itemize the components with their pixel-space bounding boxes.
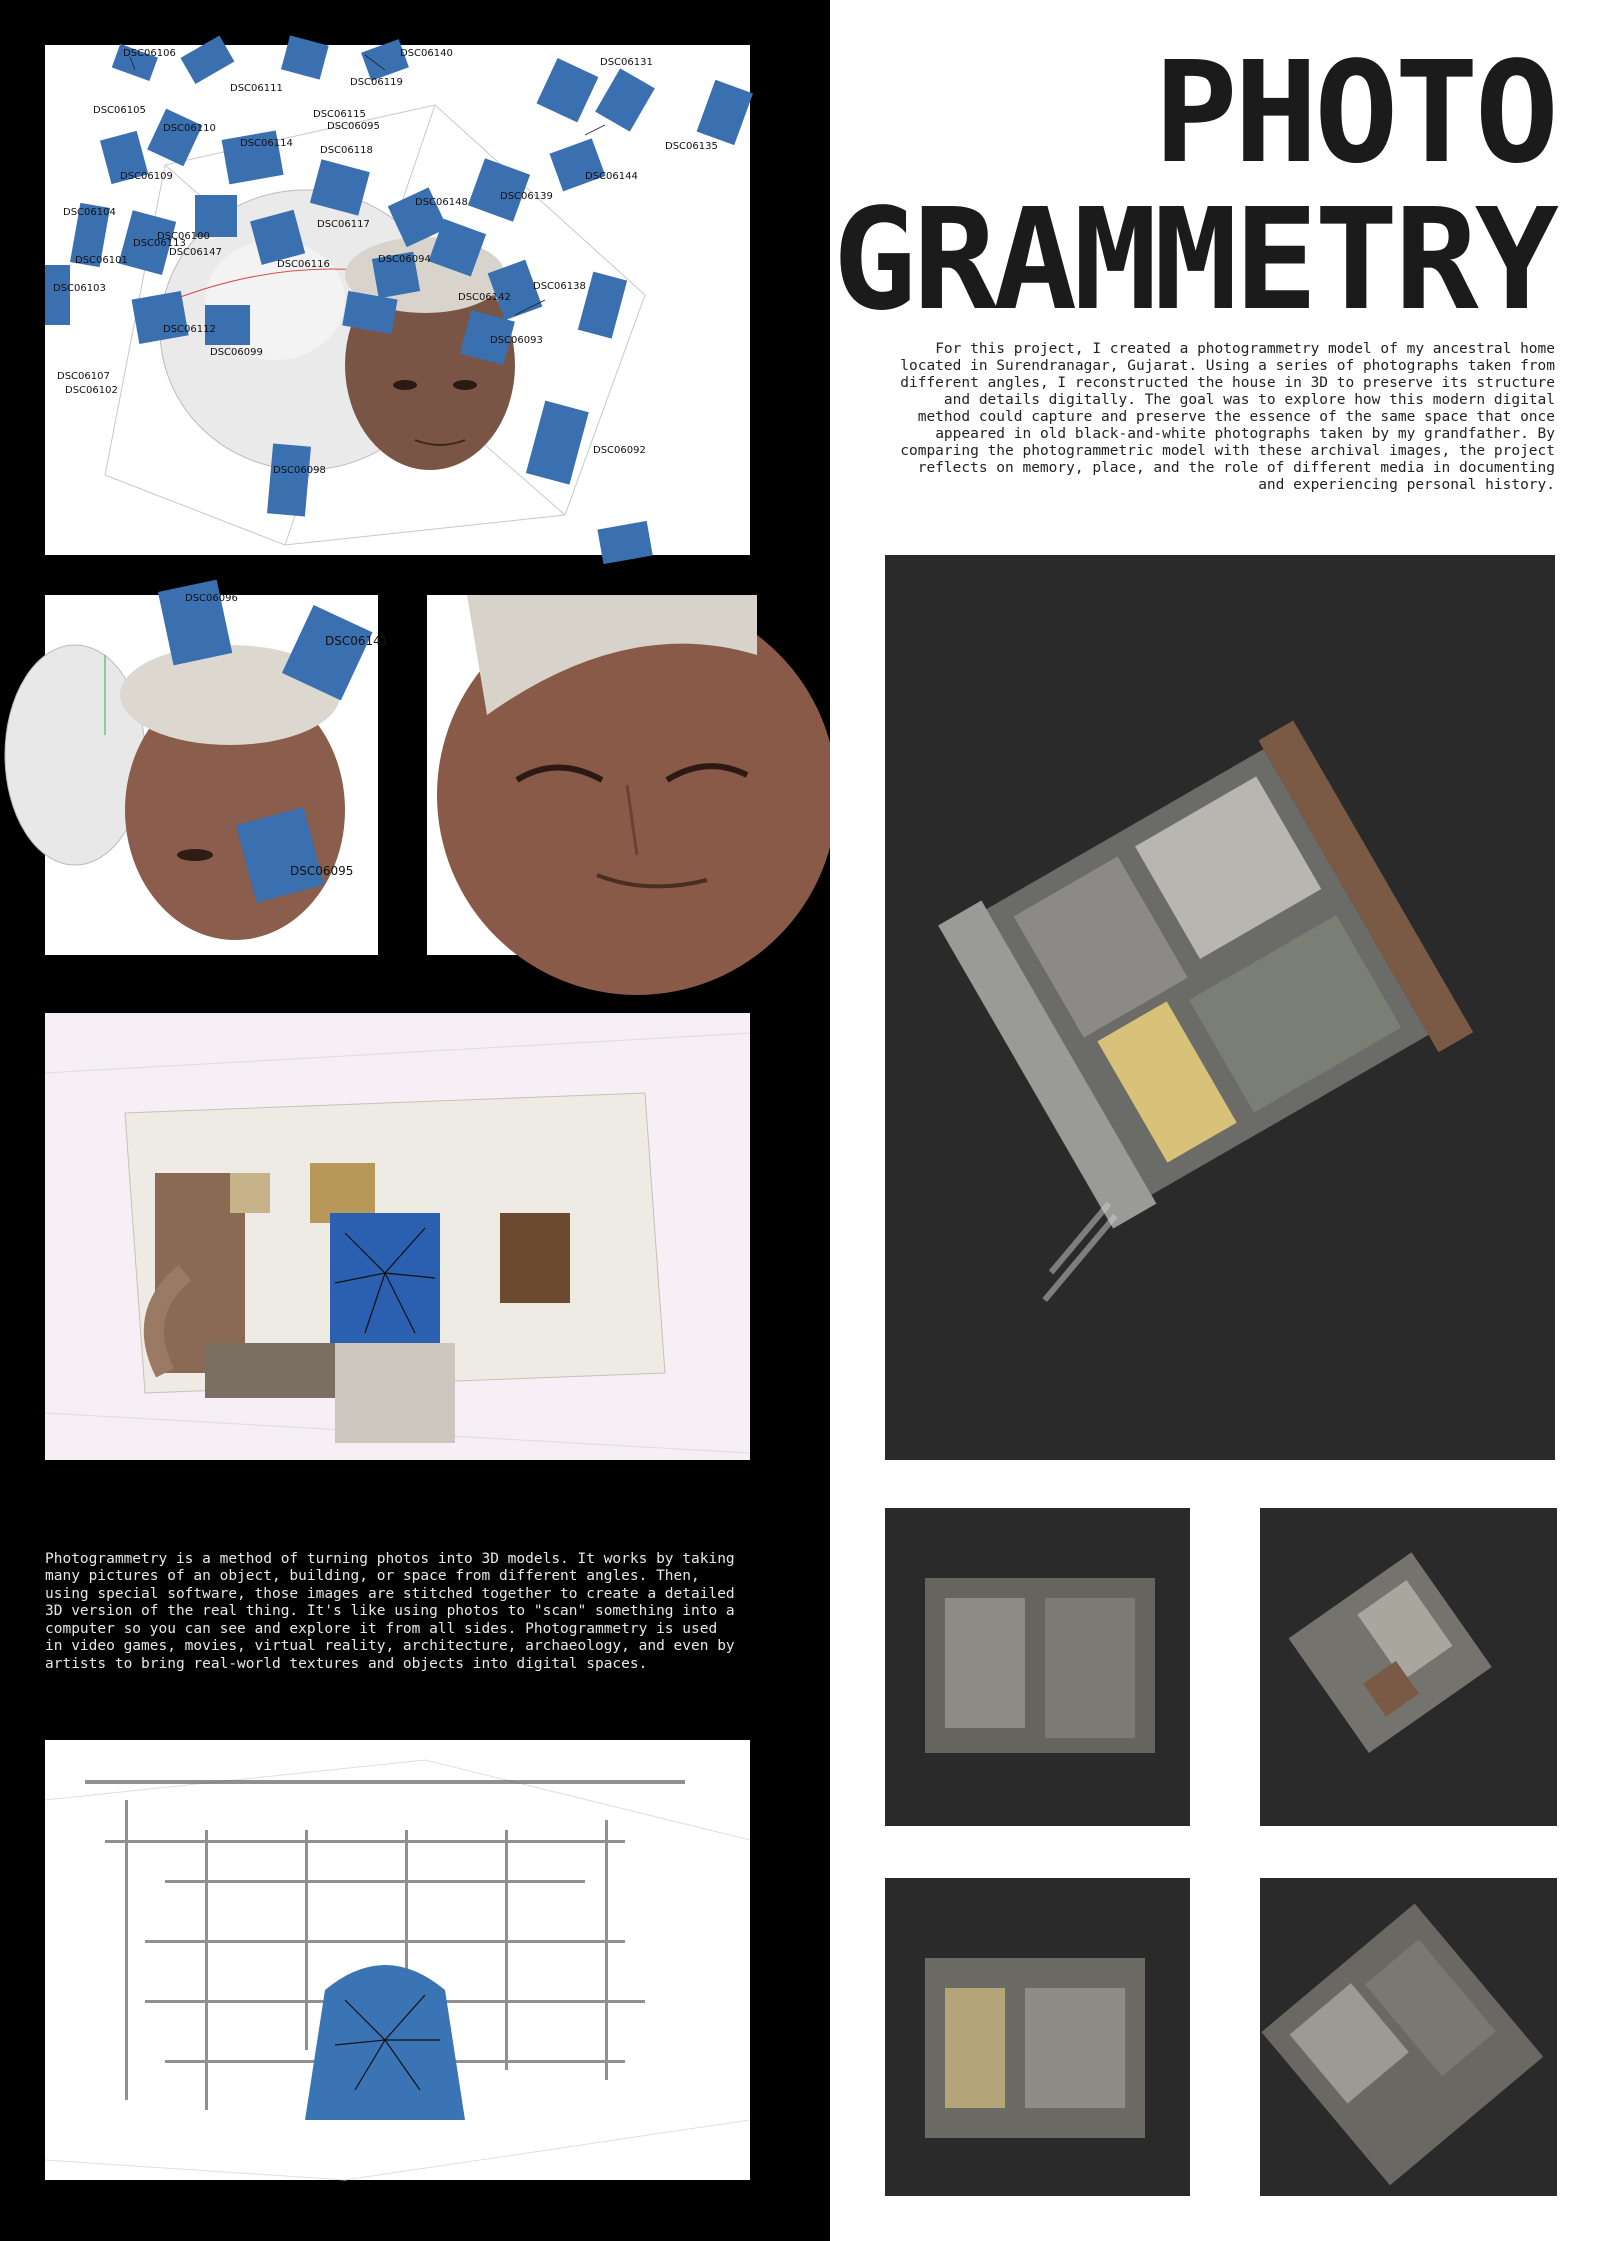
house-model-thumb-4 <box>1260 1878 1557 2196</box>
point-cloud-svg <box>45 1740 750 2180</box>
camera-label: DSC06100 <box>157 231 210 242</box>
camera-label: DSC06135 <box>665 141 718 152</box>
camera-label: DSC06112 <box>163 324 216 335</box>
room-mesh-svg <box>45 1013 750 1460</box>
title-line-1: PHOTO <box>1153 32 1555 195</box>
camera-label: DSC06111 <box>230 83 283 94</box>
camera-label: DSC06105 <box>93 105 146 116</box>
camera-label: DSC06131 <box>600 57 653 68</box>
thumb-4-svg <box>1260 1878 1557 2196</box>
camera-label: DSC06107 <box>57 371 110 382</box>
camera-label: DSC06141 <box>325 634 389 648</box>
intro-text: For this project, I created a photogrammetry model of my ancestral home located in Surendranagar, Gujarat. Using a series of photographs taken from different angles, I reconstructed the house in 3D to preserve its structure and details digitally. The goal was to explore how this modern digital method could capture and preserve the essence of the same space that once appeared in old black-and-white photographs taken by my grandfather. By comparing the photogrammetric model with these archival images, the project reflects on memory, place, and the role of different media in documenting and experiencing personal history. <box>900 340 1555 493</box>
camera-label: DSC06110 <box>163 123 216 134</box>
title-line-2: GRAMMETRY <box>832 179 1555 342</box>
head-detail-view-left <box>45 593 389 955</box>
camera-label: DSC06096 <box>185 593 238 604</box>
camera-label: DSC06103 <box>53 283 106 294</box>
camera-label: DSC06098 <box>273 465 326 476</box>
head-detail-svg-left <box>45 593 389 955</box>
camera-label: DSC06113 <box>133 238 186 249</box>
camera-label: DSC06092 <box>593 445 646 456</box>
camera-label: DSC06101 <box>75 255 128 266</box>
camera-label: DSC06147 <box>169 247 222 258</box>
camera-label: DSC06148 <box>415 197 468 208</box>
camera-label: DSC06106 <box>123 48 176 59</box>
camera-label: DSC06104 <box>63 207 116 218</box>
camera-label: DSC06114 <box>240 138 293 149</box>
point-cloud-view <box>45 1740 750 2180</box>
camera-label: DSC06095 <box>290 864 354 878</box>
right-panel <box>830 0 1600 2241</box>
camera-label: DSC06142 <box>458 292 511 303</box>
camera-alignment-view <box>45 45 750 555</box>
camera-label: DSC06139 <box>500 191 553 202</box>
thumb-3-svg <box>885 1878 1190 2196</box>
house-model-thumb-2 <box>1260 1508 1557 1826</box>
camera-label: DSC06109 <box>120 171 173 182</box>
description-text: Photogrammetry is a method of turning photos into 3D models. It works by taking many pictures of an object, building, or space from different angles. Then, using special software, those images are stitched together to create a detailed 3D version of the real thing. It's like using photos to "scan" something into a computer so you can see and explore it from all sides. Photogrammetry is used in video games, movies, virtual reality, architecture, archaeology, and even by artists to bring real-world textures and objects into digital spaces. <box>45 1550 735 1672</box>
house-model-thumb-1 <box>885 1508 1190 1826</box>
camera-label: DSC06093 <box>490 335 543 346</box>
camera-label: DSC06119 <box>350 77 403 88</box>
camera-label: DSC06094 <box>378 254 431 265</box>
house-model-svg <box>885 555 1555 1460</box>
camera-label: DSC06138 <box>533 281 586 292</box>
head-detail-svg-right <box>427 595 750 955</box>
camera-label: DSC06116 <box>277 259 330 270</box>
camera-label: DSC06140 <box>400 48 453 59</box>
camera-label: DSC06099 <box>210 347 263 358</box>
camera-alignment-svg <box>45 45 750 555</box>
camera-label: DSC06095 <box>327 121 380 132</box>
room-mesh-view <box>45 1013 750 1460</box>
house-model-top-view <box>885 555 1555 1460</box>
thumb-1-svg <box>885 1508 1190 1826</box>
page-title <box>832 32 1555 342</box>
thumb-2-svg <box>1260 1508 1557 1826</box>
head-detail-view-right <box>427 595 750 955</box>
camera-label: DSC06117 <box>317 219 370 230</box>
camera-label: DSC06115 <box>313 109 366 120</box>
camera-label: DSC06144 <box>585 171 638 182</box>
house-model-thumb-3 <box>885 1878 1190 2196</box>
camera-label: DSC06102 <box>65 385 118 396</box>
camera-label: DSC06118 <box>320 145 373 156</box>
